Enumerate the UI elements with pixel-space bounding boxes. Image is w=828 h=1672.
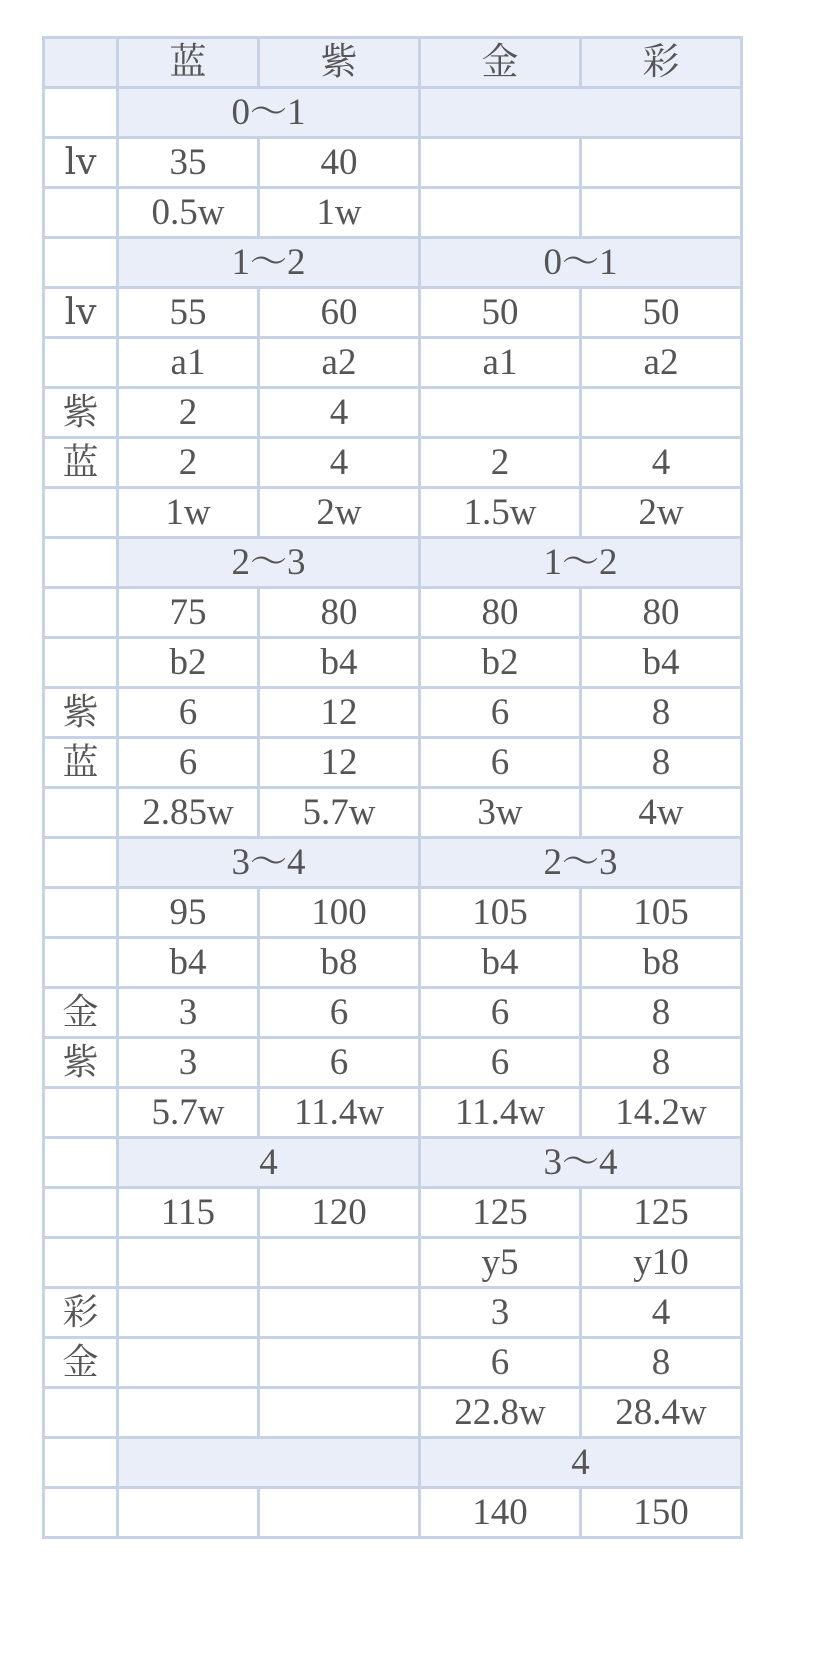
row-label-cell [44,838,118,888]
level-range-right: 4 [420,1438,742,1488]
corner-cell [44,38,118,88]
cell-blue: 1w [118,488,259,538]
table-row [44,288,742,338]
cell-gold [420,138,581,188]
upgrade-table-body [44,38,742,1538]
header-row [44,38,742,88]
level-range-right: 0～1 [420,238,742,288]
cell-blue: 35 [118,138,259,188]
cell-gold: 6 [420,988,581,1038]
level-band-row [44,538,742,588]
cell-blue [118,1388,259,1438]
level-range-left: 3～4 [118,838,420,888]
cell-gold: b4 [420,938,581,988]
table-row [44,138,742,188]
cell-gold: 140 [420,1488,581,1538]
cell-rainbow [581,188,742,238]
cell-blue: 5.7w [118,1088,259,1138]
cell-gold: 3 [420,1288,581,1338]
cell-gold: 6 [420,738,581,788]
level-range-left: 0～1 [118,88,420,138]
level-range-right: 3～4 [420,1138,742,1188]
row-label-cell: lv [44,138,118,188]
cell-blue [118,1488,259,1538]
table-row [44,888,742,938]
cell-rainbow: 4w [581,788,742,838]
row-label-cell: lv [44,288,118,338]
table-row [44,1038,742,1088]
row-label-cell [44,538,118,588]
row-label-cell: 彩 [44,1288,118,1338]
table-row [44,788,742,838]
row-label-cell [44,238,118,288]
cell-rainbow: 8 [581,738,742,788]
cell-rainbow [581,388,742,438]
table-row [44,488,742,538]
cell-gold: 1.5w [420,488,581,538]
level-band-row [44,838,742,888]
cell-purple [259,1388,420,1438]
cell-gold: 2 [420,438,581,488]
cell-blue: 0.5w [118,188,259,238]
table-row [44,738,742,788]
cell-purple: a2 [259,338,420,388]
cell-purple [259,1238,420,1288]
row-label-cell [44,1088,118,1138]
cell-rainbow: 8 [581,988,742,1038]
row-label-cell: 紫 [44,388,118,438]
column-header-purple: 紫 [259,38,420,88]
level-band-row [44,1138,742,1188]
level-range-left: 1～2 [118,238,420,288]
table-row [44,938,742,988]
cell-purple: 100 [259,888,420,938]
cell-blue [118,1338,259,1388]
cell-blue [118,1238,259,1288]
cell-rainbow: 80 [581,588,742,638]
table-row [44,1238,742,1288]
cell-rainbow: b8 [581,938,742,988]
row-label-cell [44,1238,118,1288]
cell-purple: 11.4w [259,1088,420,1138]
cell-rainbow: 14.2w [581,1088,742,1138]
cell-blue: 2.85w [118,788,259,838]
cell-gold: 6 [420,1338,581,1388]
table-row [44,988,742,1038]
cell-blue: 6 [118,688,259,738]
cell-blue: b4 [118,938,259,988]
cell-gold: y5 [420,1238,581,1288]
row-label-cell [44,638,118,688]
row-label-cell: 紫 [44,688,118,738]
table-row [44,588,742,638]
cell-rainbow: 2w [581,488,742,538]
level-range-left: 2～3 [118,538,420,588]
cell-purple: 40 [259,138,420,188]
cell-rainbow: y10 [581,1238,742,1288]
cell-purple: 1w [259,188,420,238]
cell-purple: b4 [259,638,420,688]
row-label-cell [44,1388,118,1438]
cell-rainbow: 8 [581,1338,742,1388]
cell-purple: 6 [259,988,420,1038]
cell-gold: 6 [420,1038,581,1088]
column-header-rainbow: 彩 [581,38,742,88]
level-band-row [44,238,742,288]
cell-blue: 6 [118,738,259,788]
cell-rainbow: 8 [581,688,742,738]
cell-rainbow: 125 [581,1188,742,1238]
table-row [44,1088,742,1138]
cell-purple [259,1288,420,1338]
cell-purple [259,1338,420,1388]
cell-purple: 4 [259,388,420,438]
row-label-cell [44,938,118,988]
row-label-cell [44,488,118,538]
upgrade-table [42,36,743,1539]
table-row [44,1488,742,1538]
cell-rainbow: 8 [581,1038,742,1088]
cell-blue: 75 [118,588,259,638]
level-range-left: 4 [118,1138,420,1188]
cell-gold: 50 [420,288,581,338]
level-range-right [420,88,742,138]
cell-blue: 2 [118,388,259,438]
cell-purple: 5.7w [259,788,420,838]
column-header-gold: 金 [420,38,581,88]
table-row [44,638,742,688]
row-label-cell [44,588,118,638]
row-label-cell [44,338,118,388]
row-label-cell [44,788,118,838]
level-range-right: 1～2 [420,538,742,588]
row-label-cell [44,188,118,238]
table-row [44,1288,742,1338]
cell-blue: b2 [118,638,259,688]
cell-purple: b8 [259,938,420,988]
cell-purple: 60 [259,288,420,338]
cell-blue: 2 [118,438,259,488]
cell-rainbow [581,138,742,188]
cell-blue: 95 [118,888,259,938]
row-label-cell: 金 [44,988,118,1038]
row-label-cell [44,1438,118,1488]
cell-rainbow: a2 [581,338,742,388]
cell-rainbow: 4 [581,1288,742,1338]
cell-rainbow: b4 [581,638,742,688]
table-row [44,1338,742,1388]
row-label-cell [44,1188,118,1238]
cell-gold: 22.8w [420,1388,581,1438]
row-label-cell [44,888,118,938]
cell-purple: 6 [259,1038,420,1088]
cell-gold: 11.4w [420,1088,581,1138]
cell-blue: 55 [118,288,259,338]
row-label-cell: 蓝 [44,738,118,788]
table-row [44,438,742,488]
cell-purple: 12 [259,738,420,788]
cell-purple: 2w [259,488,420,538]
row-label-cell: 金 [44,1338,118,1388]
cell-gold: 80 [420,588,581,638]
row-label-cell: 紫 [44,1038,118,1088]
cell-blue: 3 [118,1038,259,1088]
table-row [44,1188,742,1238]
cell-purple: 4 [259,438,420,488]
cell-gold: 6 [420,688,581,738]
table-row [44,388,742,438]
row-label-cell [44,1138,118,1188]
table-row [44,338,742,388]
level-range-right: 2～3 [420,838,742,888]
level-band-row [44,1438,742,1488]
cell-rainbow: 150 [581,1488,742,1538]
cell-rainbow: 105 [581,888,742,938]
column-header-blue: 蓝 [118,38,259,88]
row-label-cell: 蓝 [44,438,118,488]
cell-blue: 3 [118,988,259,1038]
row-label-cell [44,1488,118,1538]
cell-gold [420,188,581,238]
cell-gold: 125 [420,1188,581,1238]
table-row [44,688,742,738]
table-row [44,1388,742,1438]
cell-rainbow: 50 [581,288,742,338]
cell-purple: 12 [259,688,420,738]
cell-rainbow: 28.4w [581,1388,742,1438]
cell-gold [420,388,581,438]
level-band-row [44,88,742,138]
cell-gold: b2 [420,638,581,688]
cell-purple [259,1488,420,1538]
cell-blue: a1 [118,338,259,388]
table-row [44,188,742,238]
cell-gold: 3w [420,788,581,838]
cell-purple: 120 [259,1188,420,1238]
cell-rainbow: 4 [581,438,742,488]
cell-blue [118,1288,259,1338]
cell-gold: a1 [420,338,581,388]
cell-purple: 80 [259,588,420,638]
level-range-left [118,1438,420,1488]
cell-blue: 115 [118,1188,259,1238]
cell-gold: 105 [420,888,581,938]
row-label-cell [44,88,118,138]
